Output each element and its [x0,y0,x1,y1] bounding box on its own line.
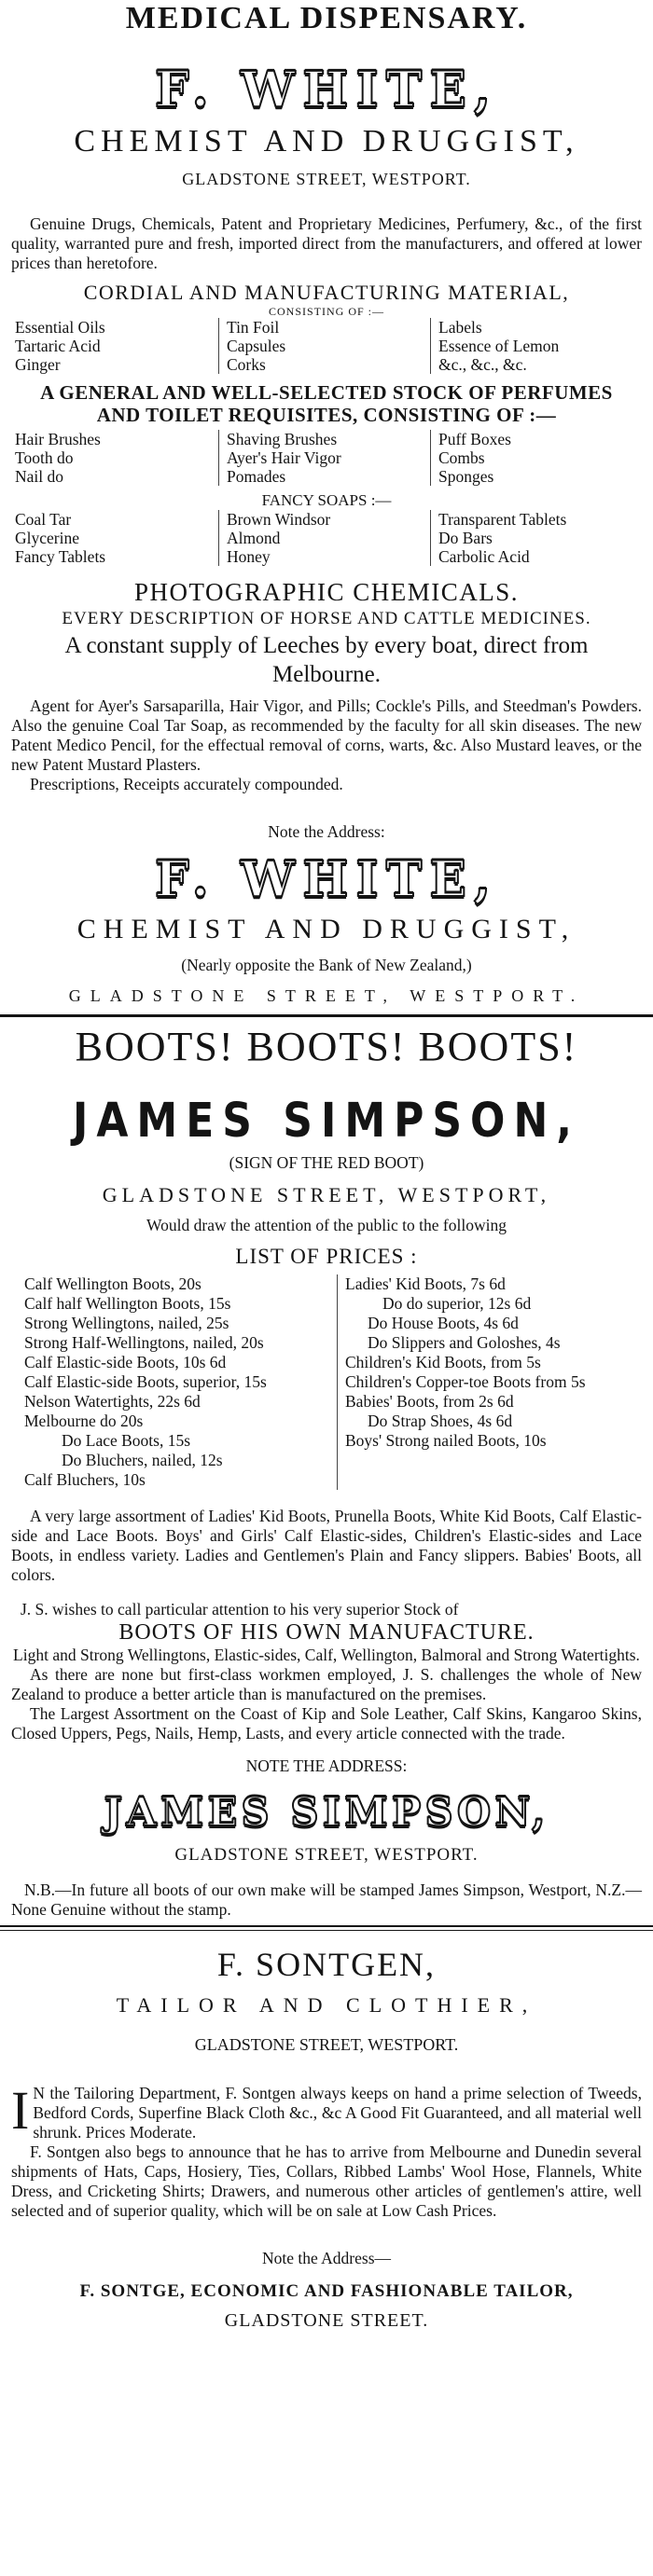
list-item: Coal Tar [15,510,72,529]
attention-line: Would draw the attention of the public to the following [146,1216,507,1234]
ad-title: BOOTS! BOOTS! BOOTS! [75,1024,578,1069]
photographic-heading: PHOTOGRAPHIC CHEMICALS. [133,578,520,606]
price-item: Melbourne do 20s [24,1412,144,1430]
list-item: Combs [438,448,485,467]
address-line: GLADSTONE STREET, WESTPORT. [194,2035,459,2054]
cordial-list [11,318,642,374]
price-item: Calf Bluchers, 10s [24,1470,146,1489]
list-item: Pomades [227,467,286,486]
horse-cattle-heading: EVERY DESCRIPTION OF HORSE AND CATTLE MEDICINES. [62,609,591,628]
price-item: Strong Half-Wellingtons, nailed, 20s [24,1333,264,1352]
list-item: Capsules [227,337,286,355]
note-address-label: Note the Address— [261,2249,392,2267]
trade-line: TAILOR AND CLOTHIER, [116,1993,537,2017]
section-divider [0,1014,653,1017]
opposite-bank-note: (Nearly opposite the Bank of New Zealand,) [181,956,472,974]
toilet-list [11,430,642,486]
nb-stamp-text: N.B.—In future all boots of our own make will be stamped James Simpson, Westport, N.Z.—None Genuine without the stamp. [11,1880,642,1919]
list-item: &c., &c., &c. [438,355,527,374]
price-item: Children's Copper-toe Boots from 5s [345,1372,586,1391]
price-item: Calf Wellington Boots, 20s [24,1274,201,1293]
trade-line-repeat: CHEMIST AND DRUGGIST, [76,914,577,944]
business-name: JAMES SIMPSON, [73,1094,580,1149]
business-name: F. WHITE, [154,62,499,118]
price-list [11,1274,642,1490]
note-address-label: NOTE THE ADDRESS: [245,1756,408,1775]
medical-dispensary-ad [11,0,642,1017]
consisting-label: CONSISTING OF :— [268,305,384,318]
drop-cap-letter: I [11,2080,30,2141]
price-item: Do Bluchers, nailed, 12s [62,1451,223,1469]
soap-list [11,510,642,566]
address-line-repeat: GLADSTONE STREET, WESTPORT. [68,986,585,1005]
soap-col-2 [218,510,430,566]
tailoring-text: N the Tailoring Department, F. Sontgen always keeps on hand a prime selection of Tweeds, Bedford Cords, Superfine Black Cloth &c., &c A Good Fit Guaranteed, and all material well shrunk. Prices Moderate. [33,2084,642,2142]
closing-address: GLADSTONE STREET. [224,2310,429,2331]
price-item: Babies' Boots, from 2s 6d [345,1392,514,1411]
list-item: Corks [227,355,266,374]
cordial-col-1 [11,318,218,374]
price-item: Ladies' Kid Boots, 7s 6d [345,1274,506,1293]
intro-text: Genuine Drugs, Chemicals, Patent and Proprietary Medicines, Perfumery, &c., of the first quality, warranted pure and fresh, imported direct from the manufacturers, and offered at lower prices than heretofore. [11,214,642,272]
fancy-soaps-label: FANCY SOAPS :— [261,491,392,509]
boots-ad [11,1023,642,1931]
list-item: Puff Boxes [438,430,511,448]
cordial-heading: CORDIAL AND MANUFACTURING MATERIAL, [83,281,570,304]
list-item: Nail do [15,467,64,486]
business-name: F. SONTGEN, [216,1946,437,1983]
cordial-col-3 [430,318,642,374]
general-stock-heading-1: A GENERAL AND WELL-SELECTED STOCK OF PERFUMES [40,381,613,404]
tailoring-paragraph [11,2080,642,2142]
price-col-left [11,1274,337,1490]
tailor-ad [11,1944,642,2334]
price-item: Calf Elastic-side Boots, superior, 15s [24,1372,267,1391]
toilet-col-1 [11,430,218,486]
price-item: Do Strap Shoes, 4s 6d [368,1412,513,1430]
list-item: Shaving Brushes [227,430,338,448]
assortment-text: A very large assortment of Ladies' Kid Boots, Prunella Boots, White Kid Boots, Calf Elastic-side and Lace Boots. Boys' and Girls' Calf Elastic-sides, Children's Elastic-sides and Lace Boots, in endless variety. Ladies and Gentlemen's Plain and Fancy slippers. Babies' Boots, all colors. [11,1507,642,1584]
price-item: Children's Kid Boots, from 5s [345,1353,541,1371]
price-item: Nelson Watertights, 22s 6d [24,1392,201,1411]
business-name-repeat: JAMES SIMPSON, [104,1789,549,1835]
list-item: Essence of Lemon [438,337,560,355]
soap-col-1 [11,510,218,566]
price-item: Calf Elastic-side Boots, 10s 6d [24,1353,227,1371]
leeches-notice: A constant supply of Leeches by every boat, direct from Melbourne. [64,633,589,687]
price-item: Do Lace Boots, 15s [62,1431,191,1450]
list-item: Essential Oils [15,318,105,337]
list-item: Tin Foil [227,318,280,337]
list-item: Glycerine [15,529,79,547]
toilet-col-3 [430,430,642,486]
trade-line: CHEMIST AND DRUGGIST, [74,124,579,158]
note-address-label: Note the Address: [268,822,385,841]
sign-line: (SIGN OF THE RED BOOT) [229,1153,424,1172]
light-strong-text: Light and Strong Wellingtons, Elastic-sides, Calf, Wellington, Balmoral and Strong Watertights. [13,1646,640,1664]
workmen-text: As there are none but first-class workmen employed, J. S. challenges the whole of New Zealand to produce a better article than is manufactured on the premises. [11,1665,642,1703]
list-item: Carbolic Acid [438,547,530,566]
list-item: Tooth do [15,448,74,467]
price-item: Calf half Wellington Boots, 15s [24,1294,231,1313]
address-line: GLADSTONE STREET, WESTPORT. [182,170,471,188]
price-item: Do Slippers and Goloshes, 4s [368,1333,561,1352]
list-item: Tartaric Acid [15,337,101,355]
soap-col-3 [430,510,642,566]
general-stock-heading-2: AND TOILET REQUISITES, CONSISTING OF :— [96,404,557,426]
list-item: Almond [227,529,281,547]
largest-assortment-text: The Largest Assortment on the Coast of Kip and Sole Leather, Calf Skins, Kangaroo Skins, Closed Uppers, Pegs, Nails, Hemp, Lasts, and every article connected with the trade. [11,1704,642,1743]
price-item: Boys' Strong nailed Boots, 10s [345,1431,547,1450]
wishes-text: J. S. wishes to call particular attention to his very superior Stock of [21,1600,459,1619]
closing-name-line: F. SONTGE, ECONOMIC AND FASHIONABLE TAILOR, [79,2281,574,2301]
list-item: Ayer's Hair Vigor [227,448,341,467]
list-item: Hair Brushes [15,430,101,448]
own-manufacture-heading: BOOTS OF HIS OWN MANUFACTURE. [118,1620,535,1645]
list-of-prices-heading: LIST OF PRICES : [235,1245,418,1268]
list-item: Honey [227,547,271,566]
address-line-repeat: GLADSTONE STREET, WESTPORT. [174,1845,479,1865]
list-item: Labels [438,318,482,337]
section-divider [0,1925,653,1931]
price-item: Do House Boots, 4s 6d [368,1314,519,1332]
price-col-right [337,1274,642,1490]
toilet-col-2 [218,430,430,486]
price-item: Do do superior, 12s 6d [382,1294,532,1313]
agent-text: Agent for Ayer's Sarsaparilla, Hair Vigor, and Pills; Cockle's Pills, and Steedman's Powders. Also the genuine Coal Tar Soap, as recommended by the faculty for all skin diseases. The new Patent Medico Pencil, for the effectual removal of corns, warts, &c. Also Mustard leaves, or the new Patent Mustard Plasters. [11,696,642,774]
business-name-repeat: F. WHITE, [154,851,499,908]
list-item: Transparent Tablets [438,510,567,529]
list-item: Brown Windsor [227,510,331,529]
price-item: Strong Wellingtons, nailed, 25s [24,1314,229,1332]
ad-title: MEDICAL DISPENSARY. [125,1,528,35]
list-item: Ginger [15,355,61,374]
cordial-col-2 [218,318,430,374]
prescriptions-text: Prescriptions, Receipts accurately compounded. [30,775,343,793]
list-item: Do Bars [438,529,493,547]
list-item: Sponges [438,467,494,486]
address-line: GLADSTONE STREET, WESTPORT, [102,1183,551,1206]
shipments-text: F. Sontgen also begs to announce that he has to arrive from Melbourne and Dunedin several shipments of Hats, Caps, Hosiery, Ties, Collars, Ribbed Lambs' Wool Hose, Flannels, White Dress, and Cricketing Shirts; Drawers, and numerous other articles of gentlemen's attire, well selected and of superior quality, which will be on sale at Low Cash Prices. [11,2142,642,2220]
list-item: Fancy Tablets [15,547,106,566]
